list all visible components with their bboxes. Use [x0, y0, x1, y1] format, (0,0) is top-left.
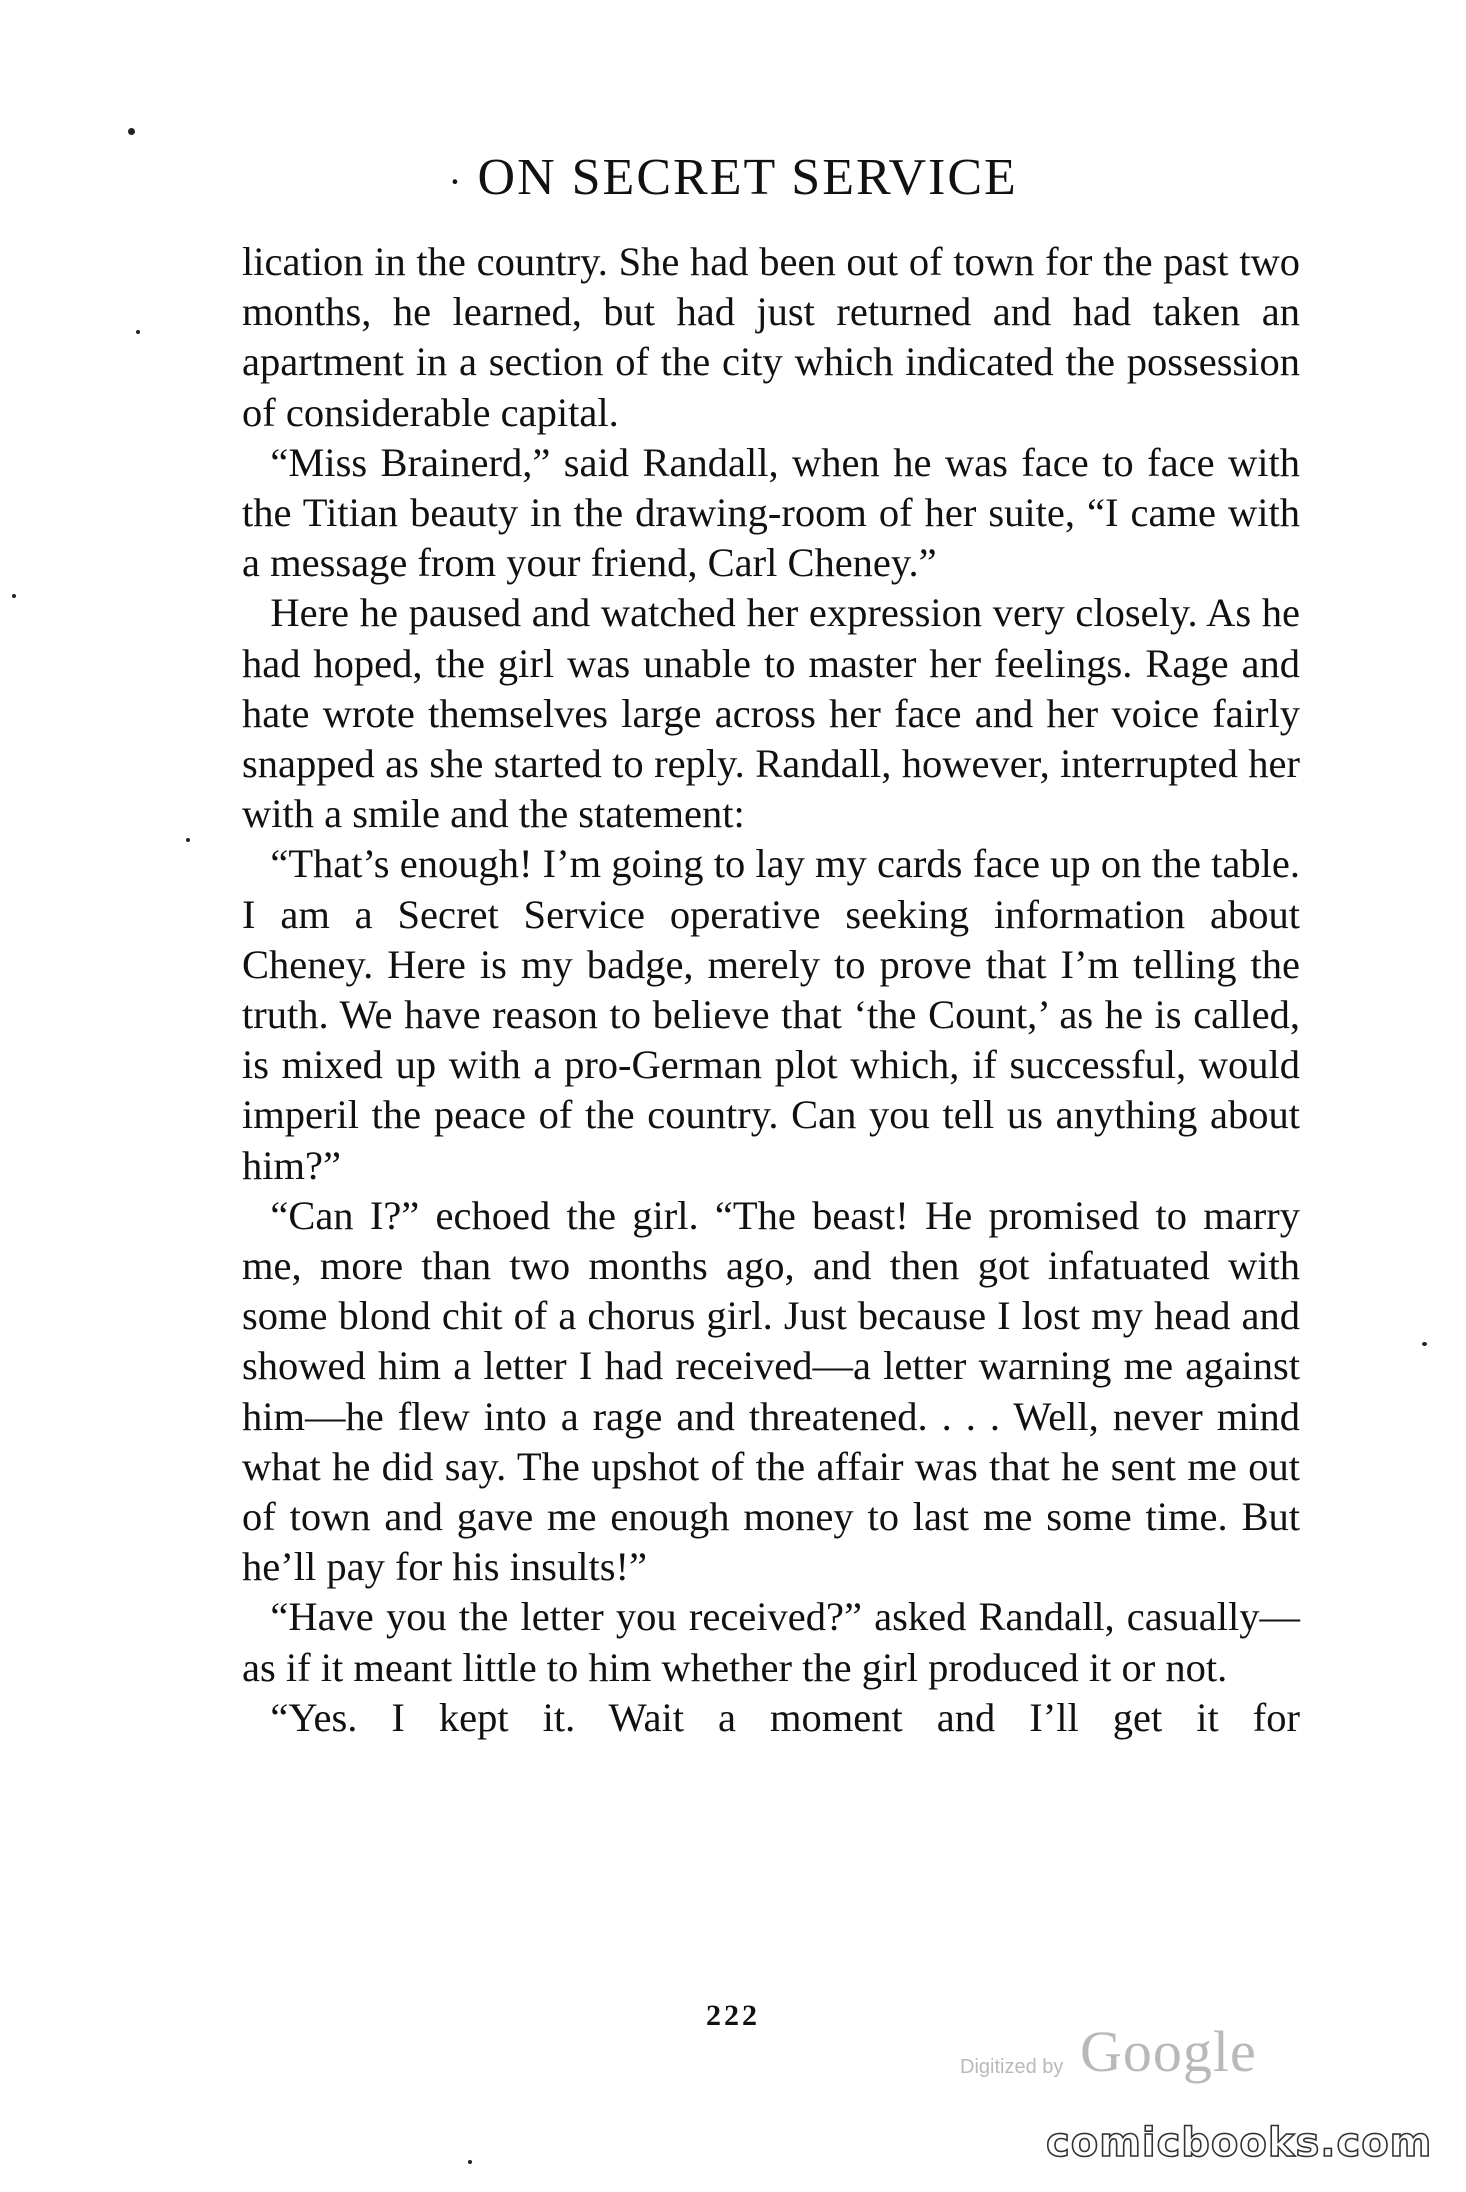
- running-head: [0, 148, 1466, 212]
- google-logo: Google: [1080, 2019, 1257, 2084]
- running-head-title: ON SECRET SERVICE: [477, 149, 1018, 206]
- running-head-bullet: ·: [448, 159, 464, 205]
- paragraph-2: “Miss Brainerd,” said Randall, when he was face to face with the Titian beauty in the drawing-room of her suite, “I came with a message from your friend, Carl Cheney.”: [242, 439, 1300, 586]
- paragraph-7: “Yes. I kept it. Wait a moment and I’ll get it for: [270, 1694, 1300, 1740]
- body-text: [242, 237, 1300, 1743]
- paragraph-5: “Can I?” echoed the girl. “The beast! He promised to marry me, more than two months ago, and then got infatuated with some blond chit of a chorus girl. Just because I lost my head and showed him a letter I had received—a letter warning me against him—he flew into a rage and threatened. . . . Well, never mind what he did say. The upshot of the affair was that he sent me out of town and gave me enough money to last me some time. But he’ll pay for his insults!”: [242, 1192, 1300, 1590]
- page-number: 222: [706, 1999, 760, 2032]
- margin-speck: [128, 128, 135, 135]
- digitized-watermark: [960, 2018, 1290, 2088]
- margin-speck: [468, 2160, 472, 2164]
- paragraph-6: “Have you the letter you received?” asked Randall, casually—as if it meant little to him whether the girl produced it or not.: [242, 1594, 1300, 1690]
- paragraph-3: Here he paused and watched her expression very closely. As he had hoped, the girl was unable to master her feelings. Rage and hate wrote themselves large across her face and her voice fairly snapped as she started to reply. Randall, however, interrupted her with a smile and the statement:: [242, 590, 1300, 837]
- site-watermark: comicbooks.com: [1046, 2120, 1433, 2166]
- margin-speck: [136, 330, 140, 334]
- margin-speck: [1422, 1342, 1427, 1346]
- watermark-prefix: Digitized by: [960, 2056, 1064, 2078]
- paragraph-4: “That’s enough! I’m going to lay my cards face up on the table. I am a Secret Service operative seeking information about Cheney. Here is my badge, merely to prove that I’m telling the truth. We have reason to believe that ‘the Count,’ as he is called, is mixed up with a pro-German plot which, if successful, would imperil the peace of the country. Can you tell us anything about him?”: [242, 841, 1300, 1188]
- paragraph-1: lication in the country. She had been out of town for the past two months, he learned, but had just returned and had taken an apartment in a section of the city which indicated the possession of considerable capital.: [242, 239, 1300, 435]
- margin-speck: [12, 594, 16, 598]
- margin-speck: [186, 838, 190, 842]
